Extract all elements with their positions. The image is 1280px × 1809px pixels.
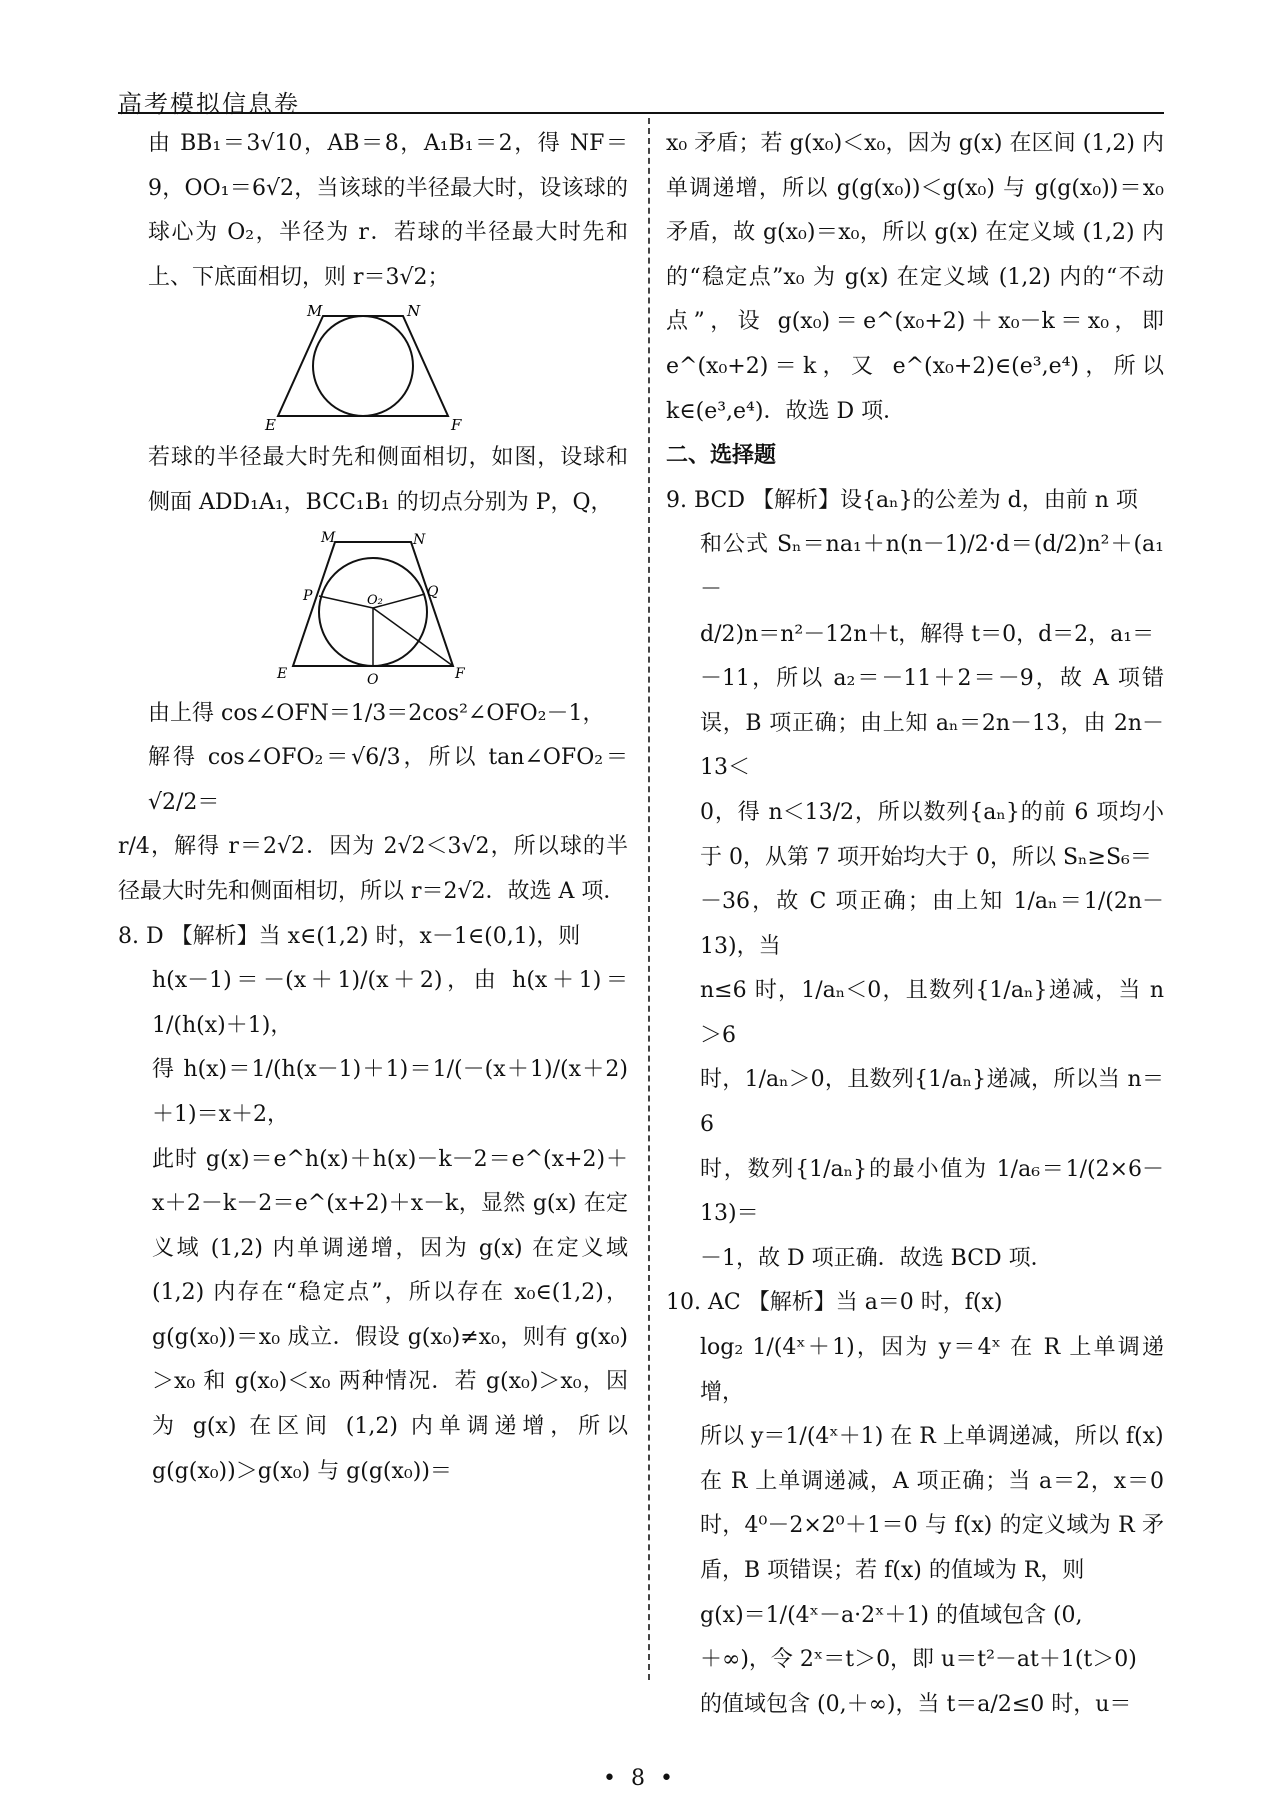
column-divider — [648, 118, 650, 1680]
question-10-line-1: 10. AC 【解析】当 a＝0 时，f(x) — [666, 1290, 1003, 1316]
label-q: Q — [427, 583, 439, 600]
question-10-line-7: 的值域包含 (0,＋∞)，当 t＝a/2≤0 时，u＝ — [700, 1691, 1132, 1717]
question-9-line-2: 和公式 Sₙ＝na₁＋n(n－1)/2·d＝(d/2)n²＋(a₁－ — [700, 532, 1164, 602]
solution-paragraph-3: 由上得 cos∠OFN＝1/3＝2cos²∠OFO₂－1， — [148, 700, 605, 726]
label-f: F — [451, 416, 462, 433]
label-n: N — [407, 304, 421, 321]
question-9-line-3: d/2)n＝n²－12n＋t，解得 t＝0，d＝2，a₁＝ — [700, 621, 1155, 647]
header-title: 高考模拟信息卷 — [118, 90, 300, 118]
header-rule — [118, 112, 1164, 114]
label-n: N — [413, 531, 426, 548]
question-10-line-6: ＋∞)，令 2ˣ＝t＞0，即 u＝t²－at＋1(t＞0) — [700, 1647, 1137, 1673]
question-8-body: 此时 g(x)＝e^h(x)＋h(x)－k－2＝e^(x+2)＋x＋2－k－2＝e^(x+2)＋x－k，显然 g(x) 在定义域 (1,2) 内单调递增，因为 g(x) 在定义域 (1,2) 内存在“稳定点”，所以存在 x₀∈(1,2)，g(g(x₀))＝x₀ 成立．假设 g(x₀)≠x₀，则有 g(x₀)＞x₀ 和 g(x₀)＜x₀ 两种情况．若 g(x₀)＞x₀，因为 g(x) 在区间 (1,2) 内单调递增，所以 g(g(x₀))＞g(x₀) 与 g(g(x₀))＝ — [152, 1146, 628, 1484]
solution-paragraph-5: r/4，解得 r＝2√2．因为 2√2＜3√2，所以球的半径最大时先和侧面相切，所以 r＝2√2．故选 A 项． — [118, 834, 628, 904]
question-8-line-1: h(x－1)＝－(x＋1)/(x＋2)，由 h(x＋1)＝1/(h(x)＋1)， — [152, 968, 628, 1038]
page-number: • 8 • — [603, 1766, 677, 1791]
question-10-line-5: g(x)＝1/(4ˣ－a·2ˣ＋1) 的值域包含 (0, — [700, 1602, 1083, 1628]
question-9-line-4: －11，所以 a₂＝－11＋2＝－9，故 A 项错误，B 项正确；由上知 aₙ＝2n－13，由 2n－13＜ — [700, 666, 1164, 781]
label-e: E — [265, 416, 276, 433]
label-m: M — [321, 529, 336, 546]
segment-o2-f — [373, 608, 453, 666]
trapezoid-outline — [278, 316, 448, 416]
question-9-line-5: 0，得 n＜13/2，所以数列{aₙ}的前 6 项均小于 0，从第 7 项开始均大于 0，所以 Sₙ≥S₆＝ — [700, 799, 1164, 870]
label-p: P — [303, 587, 313, 604]
question-10-line-3: 所以 y＝1/(4ˣ＋1) 在 R 上单调递减，所以 f(x) — [700, 1424, 1164, 1450]
trapezoid-sphere-figure-1 — [263, 304, 483, 432]
question-9-line-9: 时，数列{1/aₙ}的最小值为 1/a₆＝1/(2×6－13)＝ — [700, 1156, 1164, 1227]
solution-paragraph-1: 由 BB₁＝3√10，AB＝8，A₁B₁＝2，得 NF＝9，OO₁＝6√2，当该球的半径最大时，设该球的球心为 O₂，半径为 r．若球的半径最大时先和上、下底面相切，则 r＝3√2； — [148, 131, 628, 290]
left-column — [118, 122, 628, 1494]
right-column — [666, 122, 1164, 1727]
section-heading-choice: 二、选择题 — [666, 443, 777, 469]
question-8-line-2: 得 h(x)＝1/(h(x－1)＋1)＝1/(－(x＋1)/(x＋2)＋1)＝x＋2， — [152, 1057, 628, 1127]
label-e: E — [277, 665, 288, 682]
inscribed-circle — [313, 316, 413, 416]
solution-paragraph-4: 解得 cos∠OFO₂＝√6/3，所以 tan∠OFO₂＝√2/2＝ — [148, 745, 628, 815]
label-m: M — [307, 304, 323, 321]
question-8-heading: 8. D 【解析】当 x∈(1,2) 时，x－1∈(0,1)，则 — [118, 923, 581, 949]
label-o2: O₂ — [367, 592, 383, 608]
trapezoid-sphere-figure-2 — [273, 530, 473, 688]
question-10-line-2: log₂ 1/(4ˣ＋1)，因为 y＝4ˣ 在 R 上单调递增， — [700, 1335, 1164, 1405]
label-o: O — [367, 671, 379, 688]
label-f: F — [455, 665, 465, 682]
question-9-line-1: 9. BCD 【解析】设{aₙ}的公差为 d，由前 n 项 — [666, 487, 1138, 513]
question-10-line-4: 在 R 上单调递减，A 项正确；当 a＝2，x＝0 时，4⁰－2×2⁰＋1＝0 与 f(x) 的定义域为 R 矛盾，B 项错误；若 f(x) 的值域为 R，则 — [700, 1468, 1164, 1583]
radius-op — [319, 596, 373, 608]
solution-paragraph-2: 若球的半径最大时先和侧面相切，如图，设球和侧面 ADD₁A₁，BCC₁B₁ 的切点分别为 P，Q， — [148, 445, 628, 515]
question-9-line-6: －36，故 C 项正确；由上知 1/aₙ＝1/(2n－13)，当 — [700, 889, 1164, 959]
question-8-continuation: x₀ 矛盾；若 g(x₀)＜x₀，因为 g(x) 在区间 (1,2) 内单调递增，所以 g(g(x₀))＜g(x₀) 与 g(g(x₀))＝x₀ 矛盾，故 g(x₀)＝x₀，所以 g(x) 在定义域 (1,2) 内的“稳定点”x₀ 为 g(x) 在定义域 (1,2) 内的“不动点”，设 g(x₀)＝e^(x₀+2)＋x₀－k＝x₀，即 e^(x₀+2)＝k，又 e^(x₀+2)∈(e³,e⁴)，所以 k∈(e³,e⁴)．故选 D 项． — [666, 131, 1164, 424]
question-9-line-8: 时，1/aₙ＞0，且数列{1/aₙ}递减，所以当 n＝6 — [700, 1067, 1164, 1138]
question-9-line-10: －1，故 D 项正确．故选 BCD 项． — [700, 1245, 1053, 1271]
question-9-line-7: n≤6 时，1/aₙ＜0，且数列{1/aₙ}递减，当 n＞6 — [700, 978, 1164, 1048]
